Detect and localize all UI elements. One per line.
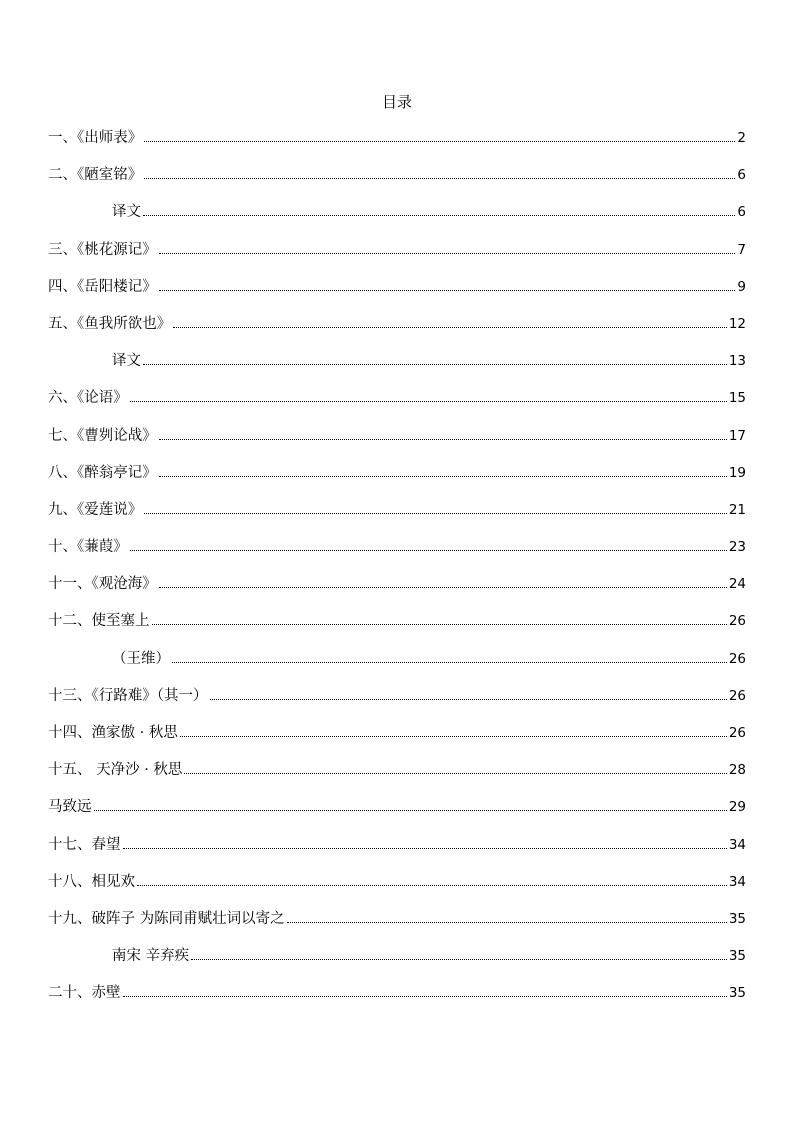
toc-entry-page-number: 21 bbox=[728, 501, 746, 518]
toc-leader-dots bbox=[130, 401, 727, 402]
toc-leader-dots bbox=[143, 364, 727, 365]
toc-entry-page-number: 12 bbox=[728, 315, 746, 332]
toc-leader-dots bbox=[137, 885, 727, 886]
toc-entry-page-number: 34 bbox=[728, 873, 746, 890]
toc-entry-page-number: 13 bbox=[728, 353, 746, 370]
toc-leader-dots bbox=[159, 290, 736, 291]
toc-entry-page-number: 9 bbox=[737, 278, 746, 295]
toc-entry[interactable] bbox=[48, 610, 746, 647]
toc-entry-page-number: 26 bbox=[728, 687, 746, 704]
toc-entry-page-number: 29 bbox=[728, 799, 746, 816]
toc-entry-label: 十五、 天净沙 · 秋思 bbox=[48, 762, 183, 779]
toc-entry[interactable] bbox=[48, 796, 746, 833]
toc-entry[interactable] bbox=[48, 685, 746, 722]
toc-leader-dots bbox=[172, 662, 727, 663]
toc-entry-page-number: 6 bbox=[737, 204, 746, 221]
toc-entry-page-number: 26 bbox=[728, 725, 746, 741]
toc-entry-label: 七、《曹刿论战》 bbox=[48, 427, 157, 444]
toc-entry[interactable] bbox=[48, 908, 746, 945]
toc-leader-dots bbox=[130, 550, 727, 551]
toc-entry[interactable] bbox=[48, 759, 746, 796]
toc-entry-page-number: 35 bbox=[728, 948, 746, 965]
toc-entry-label: 十七、春望 bbox=[48, 836, 121, 853]
toc-entry-label: 十、《蒹葭》 bbox=[48, 539, 128, 556]
toc-entry-page-number: 28 bbox=[728, 762, 746, 779]
toc-leader-dots bbox=[159, 587, 727, 588]
toc-list bbox=[48, 127, 746, 1020]
toc-entry-label: 南宋 辛弃疾 bbox=[112, 948, 190, 965]
toc-entry-page-number: 35 bbox=[728, 910, 746, 927]
toc-leader-dots bbox=[144, 141, 735, 142]
toc-leader-dots bbox=[159, 253, 736, 254]
toc-entry-label: 二、《陋室铭》 bbox=[48, 167, 143, 184]
toc-entry-label: 十四、渔家傲 · 秋思 bbox=[48, 725, 178, 741]
toc-entry-page-number: 19 bbox=[728, 464, 746, 481]
toc-entry-label: 二十、赤壁 bbox=[48, 985, 121, 1002]
toc-entry[interactable] bbox=[48, 313, 746, 350]
toc-entry[interactable] bbox=[48, 276, 746, 313]
toc-entry[interactable] bbox=[48, 573, 746, 610]
toc-entry-page-number: 23 bbox=[728, 539, 746, 556]
toc-title: 目录 bbox=[381, 93, 412, 111]
toc-entry[interactable] bbox=[48, 834, 746, 871]
toc-entry[interactable] bbox=[48, 648, 746, 685]
toc-entry-label: 十二、使至塞上 bbox=[48, 613, 150, 630]
toc-entry[interactable] bbox=[48, 982, 746, 1019]
toc-entry-label: 九、《爱莲说》 bbox=[48, 501, 143, 518]
toc-entry-page-number: 7 bbox=[737, 241, 746, 258]
toc-entry[interactable] bbox=[48, 350, 746, 387]
toc-leader-dots bbox=[210, 699, 727, 700]
toc-entry-page-number: 15 bbox=[728, 390, 746, 407]
toc-leader-dots bbox=[123, 848, 727, 849]
toc-entry-label: 八、《醉翁亭记》 bbox=[48, 464, 157, 481]
toc-entry[interactable] bbox=[48, 945, 746, 982]
toc-entry-page-number: 35 bbox=[728, 985, 746, 1002]
toc-entry-label: 四、《岳阳楼记》 bbox=[48, 278, 157, 295]
toc-entry[interactable] bbox=[48, 425, 746, 462]
toc-entry[interactable] bbox=[48, 722, 746, 759]
toc-entry-page-number: 24 bbox=[728, 576, 746, 593]
toc-entry-label: 十三、《行路难》（其一） bbox=[48, 687, 208, 704]
toc-entry[interactable] bbox=[48, 201, 746, 238]
toc-entry-label: 十八、相见欢 bbox=[48, 873, 135, 890]
toc-entry[interactable] bbox=[48, 462, 746, 499]
toc-entry[interactable] bbox=[48, 499, 746, 536]
toc-entry-label: 五、《鱼我所欲也》 bbox=[48, 315, 172, 332]
toc-entry-label: 译文 bbox=[112, 204, 141, 221]
toc-entry[interactable] bbox=[48, 164, 746, 201]
toc-leader-dots bbox=[287, 922, 727, 923]
toc-entry-page-number: 34 bbox=[728, 836, 746, 853]
toc-leader-dots bbox=[180, 736, 727, 737]
toc-entry-label: 一、《出师表》 bbox=[48, 130, 143, 146]
toc-entry[interactable] bbox=[48, 536, 746, 573]
toc-entry-label: 三、《桃花源记》 bbox=[48, 241, 157, 258]
toc-entry[interactable] bbox=[48, 239, 746, 276]
toc-entry-label: 译文 bbox=[112, 353, 141, 370]
toc-entry-label: 六、《论语》 bbox=[48, 390, 128, 407]
toc-entry-page-number: 17 bbox=[728, 427, 746, 444]
toc-leader-dots bbox=[173, 327, 727, 328]
toc-entry-page-number: 2 bbox=[737, 130, 746, 146]
toc-entry-page-number: 6 bbox=[737, 167, 746, 184]
toc-entry-label: 十九、破阵子 为陈同甫赋壮词以寄之 bbox=[48, 910, 285, 927]
toc-leader-dots bbox=[152, 624, 727, 625]
toc-leader-dots bbox=[94, 810, 727, 811]
toc-leader-dots bbox=[159, 476, 727, 477]
toc-entry-label: 十一、《观沧海》 bbox=[48, 576, 157, 593]
toc-entry-label: （王维） bbox=[112, 650, 170, 667]
toc-entry[interactable] bbox=[48, 871, 746, 908]
toc-leader-dots bbox=[184, 773, 726, 774]
toc-leader-dots bbox=[143, 215, 735, 216]
toc-leader-dots bbox=[123, 996, 727, 997]
toc-entry[interactable] bbox=[48, 127, 746, 164]
toc-leader-dots bbox=[144, 513, 727, 514]
toc-leader-dots bbox=[144, 178, 735, 179]
toc-entry-page-number: 26 bbox=[728, 613, 746, 630]
toc-leader-dots bbox=[159, 439, 727, 440]
toc-leader-dots bbox=[191, 959, 727, 960]
toc-entry[interactable] bbox=[48, 387, 746, 424]
toc-entry-label: 马致远 bbox=[48, 799, 92, 816]
toc-entry-page-number: 26 bbox=[728, 650, 746, 667]
